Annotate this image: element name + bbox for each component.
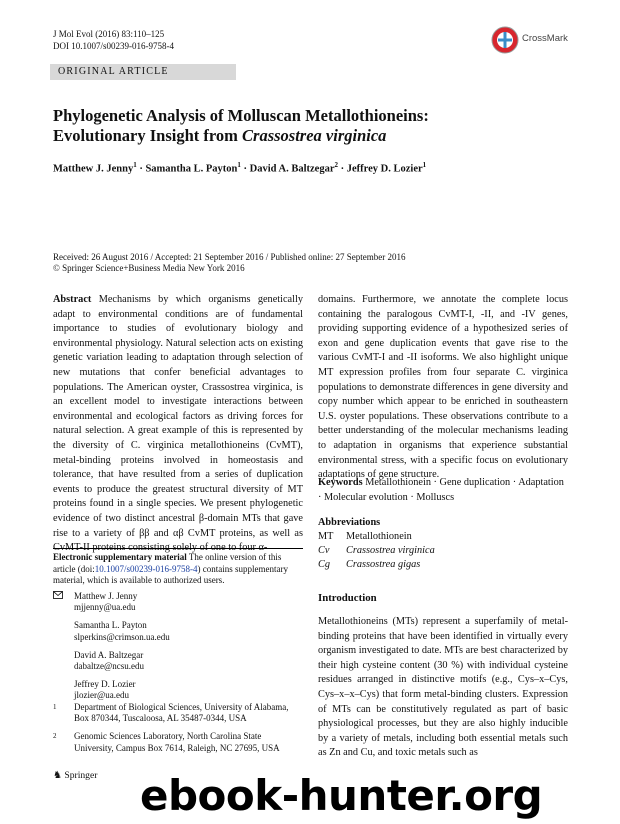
- author-3[interactable]: David A. Baltzegar: [249, 163, 335, 175]
- abbreviations-table: [318, 530, 435, 572]
- title-line-2: Evolutionary Insight from Crassostrea virginica: [53, 126, 387, 145]
- contact-item: [74, 620, 303, 642]
- abbrev-term: Cv: [318, 545, 330, 556]
- affiliation-item: [53, 731, 303, 753]
- author-2[interactable]: Samantha L. Payton: [145, 163, 238, 175]
- keywords-text: Metallothionein · Gene duplication · Adaptation · Molecular evolution · Molluscs: [318, 477, 564, 503]
- affiliation-text: Department of Biological Sciences, University of Alabama, Box 870344, Tuscaloosa, AL 35487-0344, USA: [74, 702, 289, 724]
- article-title: [53, 106, 573, 146]
- crossmark-icon: [491, 26, 519, 54]
- abbreviations-label: Abbreviations: [318, 517, 381, 528]
- abbrev-row: [318, 530, 435, 544]
- publisher-name: Springer: [64, 770, 98, 781]
- abstract-right: domains. Furthermore, we annotate the complete locus containing the paralogous CvMT-I, -II, and -IV genes, providing supporting evidence of a hypothesized series of exon and gene duplication events that gave rise to the various CvMT-I and -II isoforms. We also highlight unique MT expression profiles from four separate C. virginica populations to demonstrate differences in gene diversity and copy number which appear to be enriched in southeastern U.S. oyster populations. These observations contribute to a better understanding of the molecular mechanisms leading to adaptation in organisms that experience substantial environmental stress, with a specific focus on evolutionary adaptations of gene structure.: [318, 294, 568, 481]
- keywords-label: Keywords: [318, 477, 363, 488]
- abbrev-definition: Crassostrea gigas: [346, 559, 421, 570]
- publisher-logo: [53, 770, 97, 781]
- contact-list: [53, 591, 303, 702]
- contact-email[interactable]: jlozier@ua.edu: [74, 690, 130, 701]
- affiliation-item: [53, 702, 303, 724]
- title-species: Crassostrea virginica: [242, 126, 387, 145]
- affiliation-text: Genomic Sciences Laboratory, North Carolina State University, Campus Box 7614, Raleigh, NC 27695, USA: [74, 731, 280, 753]
- abbrev-definition: Crassostrea virginica: [346, 545, 435, 556]
- abbrev-term: Cg: [318, 559, 331, 570]
- contact-name: Matthew J. Jenny: [74, 591, 138, 601]
- abbrev-row: [318, 558, 435, 572]
- contact-email[interactable]: dabaltze@ncsu.edu: [74, 661, 145, 672]
- crossmark-badge[interactable]: [489, 24, 569, 56]
- copyright-line: © Springer Science+Business Media New York 2016: [53, 263, 245, 273]
- contact-item: [74, 679, 303, 701]
- esm-doi-link[interactable]: 10.1007/s00239-016-9758-4: [94, 563, 198, 574]
- abbrev-row: [318, 544, 435, 558]
- author-4[interactable]: Jeffrey D. Lozier: [346, 163, 423, 175]
- abbreviations: [318, 516, 568, 572]
- abbrev-term: MT: [318, 531, 334, 542]
- crossmark-label: CrossMark: [522, 33, 568, 44]
- introduction-heading: Introduction: [318, 592, 377, 604]
- contact-email[interactable]: mjjenny@ua.edu: [74, 602, 136, 613]
- affiliations: [53, 702, 303, 754]
- doi-line: DOI 10.1007/s00239-016-9758-4: [53, 40, 174, 51]
- watermark: ebook-hunter.org: [140, 771, 543, 820]
- abstract-text: Mechanisms by which organisms genetically adapt to environmental conditions are of fundamental importance to studies of evolutionary biology and environmental physiology. Natural selection acts on existing genetic variation leading to adaptation through selection of new mutations that confer beneficial advantages to populations. The American oyster, Crassostrea virginica, is an excellent model to investigate interactions between environmental and ecological factors as driving forces for natural selection. A great example of this is represented by the diversity of C. virginica metallothioneins (CvMT), metal-binding proteins involved in homeostasis and tolerance, that have resulted from a series of duplication events to produce the greatest structural diversity of MT proteins found in a single species. We present phylogenetic evidence of two distinct ancestral β-domain MTs that gave rise to a variety of ββ and αβ CvMT proteins, as well as CvMT-II proteins consisting solely of one to four α-: [53, 294, 303, 554]
- introduction-text: Metallothioneins (MTs) represent a superfamily of metal-binding proteins that have been identified in virtually every organism investigated to date. MTs are best characterized by their high cysteine content (30 %) with individual cysteine residues arranged in distinctive motifs (e.g., Cys–x–Cys, Cys–x–x–Cys) that form metal-binding clusters. Expression of MTs can be constitutively regulated as part of basic physiological processes, but they are also highly inducible by a variety of metals, including both essential metals such as Zn and Cu, and toxic metals such as: [318, 616, 568, 759]
- title-line-1: Phylogenetic Analysis of Molluscan Metallothioneins:: [53, 106, 429, 125]
- author-1[interactable]: Matthew J. Jenny: [53, 163, 134, 175]
- contact-name: Samantha L. Payton: [74, 620, 147, 631]
- received-line: Received: 26 August 2016 / Accepted: 21 September 2016 / Published online: 27 September 2016: [53, 252, 406, 262]
- affiliation-number: 1: [53, 703, 57, 711]
- contact-name: David A. Baltzegar: [74, 649, 144, 660]
- esm-note: Electronic supplementary material The online version of this article (doi:10.1007/s00239-016-9758-4) contains supplementary material, which is available to authorized users.: [53, 548, 303, 587]
- affiliation-number: 2: [53, 732, 57, 741]
- contact-name: Jeffrey D. Lozier: [74, 679, 136, 690]
- mail-icon: [53, 591, 63, 602]
- contact-email[interactable]: slperkins@crimson.ua.edu: [74, 631, 170, 642]
- abstract-left: [53, 293, 303, 556]
- publication-dates: [53, 252, 573, 274]
- keywords: [318, 476, 568, 505]
- author-list: Matthew J. Jenny$^1$ · Samantha L. Payton$^1$ · David A. Baltzegar$^2$ · Jeffrey D. Lozier$^1$: [53, 161, 427, 175]
- journal-citation: J Mol Evol (2016) 83:110–125: [53, 29, 165, 39]
- contact-item: [74, 591, 303, 613]
- article-type-tag: ORIGINAL ARTICLE: [50, 64, 236, 80]
- abbrev-definition: Metallothionein: [346, 531, 412, 542]
- journal-header: [53, 29, 174, 52]
- esm-label: Electronic supplementary material: [53, 552, 187, 562]
- abstract-label: Abstract: [53, 294, 92, 305]
- contact-item: [74, 650, 303, 672]
- springer-horse-icon: ♞: [53, 770, 62, 781]
